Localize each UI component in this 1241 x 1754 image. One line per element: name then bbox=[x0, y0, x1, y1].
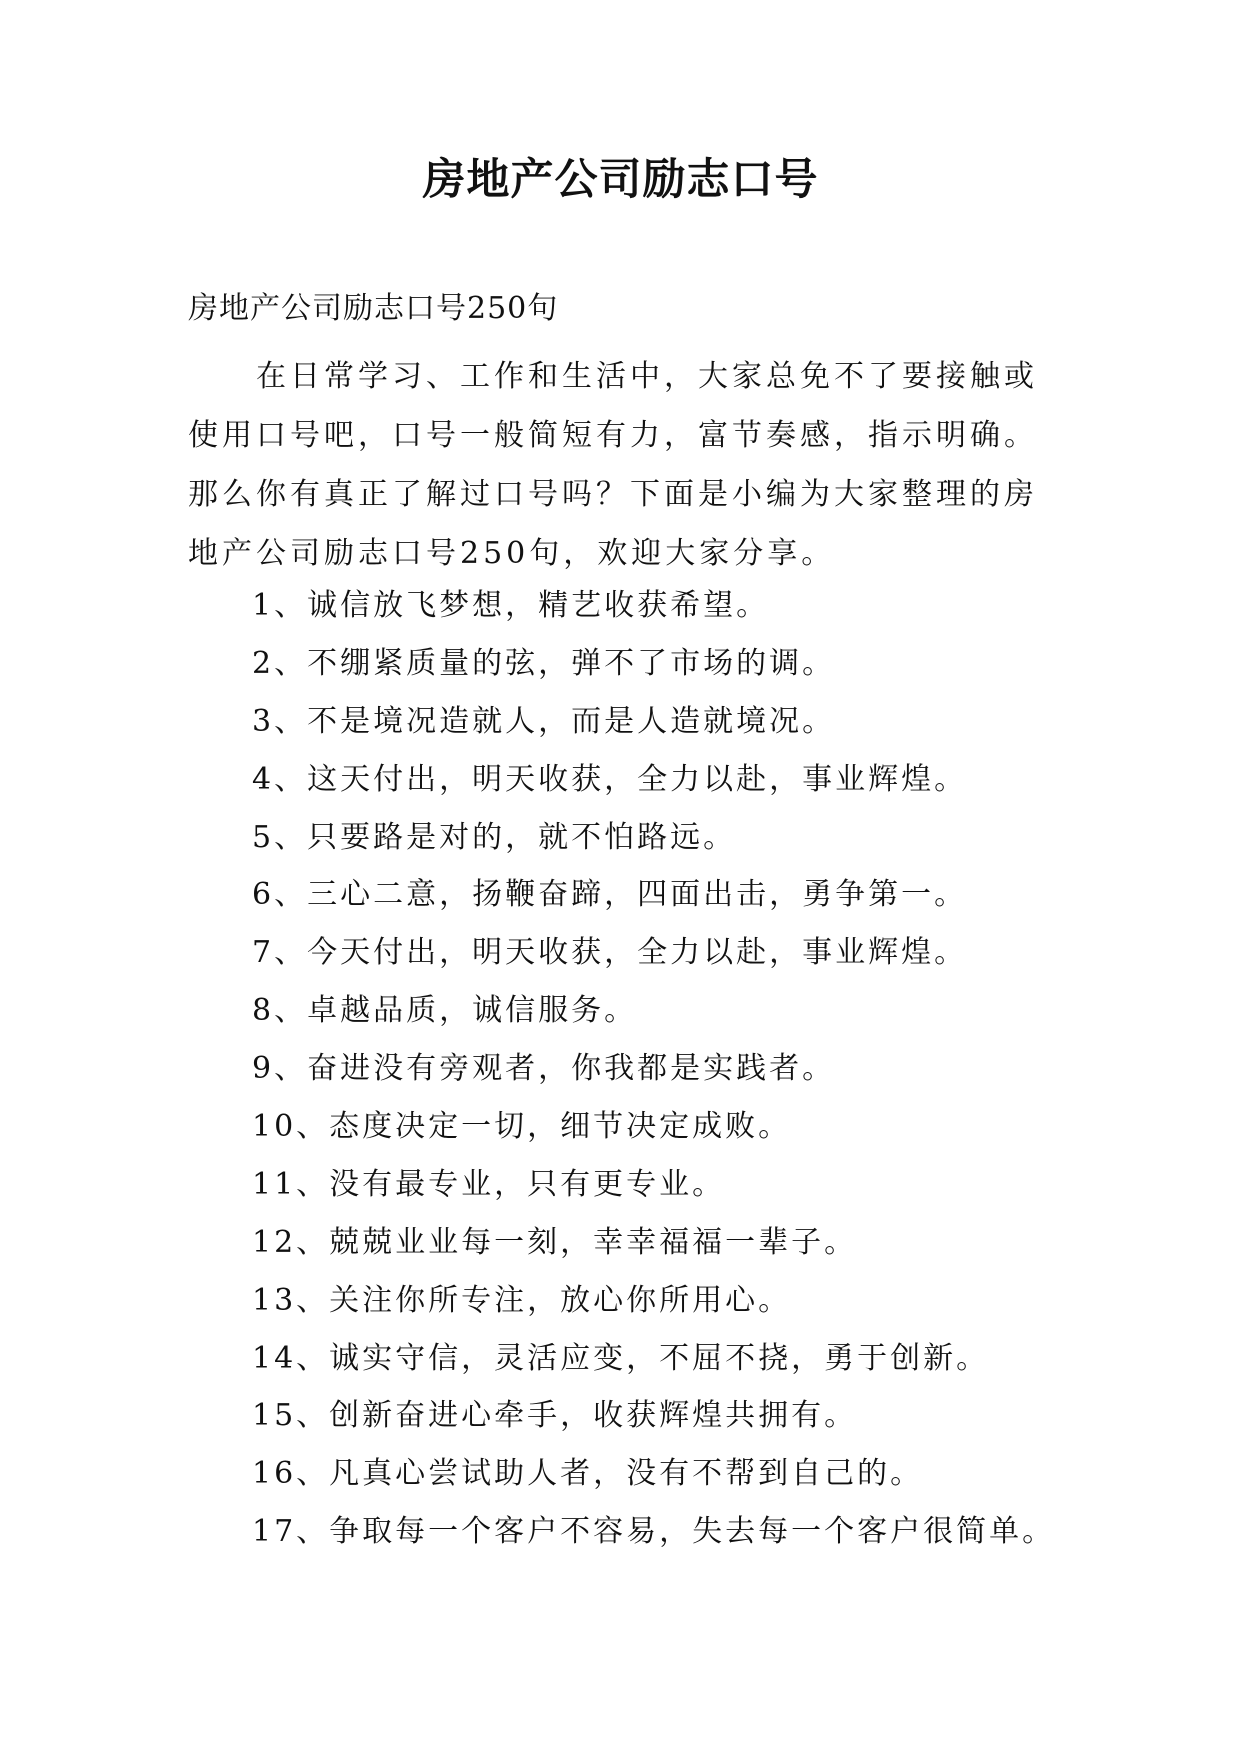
slogan-item: 12、兢兢业业每一刻，幸幸福福一辈子。 bbox=[252, 1224, 858, 1260]
slogan-item: 15、创新奋进心牵手，收获辉煌共拥有。 bbox=[252, 1398, 858, 1434]
slogan-item: 5、只要路是对的，就不怕路远。 bbox=[252, 819, 737, 855]
slogan-item: 7、今天付出，明天收获，全力以赴，事业辉煌。 bbox=[252, 935, 968, 971]
slogan-item: 6、三心二意，扬鞭奋蹄，四面出击，勇争第一。 bbox=[252, 877, 968, 913]
slogan-item: 11、没有最专业，只有更专业。 bbox=[252, 1166, 726, 1202]
slogan-item: 4、这天付出，明天收获，全力以赴，事业辉煌。 bbox=[252, 761, 968, 797]
slogan-item: 2、不绷紧质量的弦，弹不了市场的调。 bbox=[252, 645, 836, 681]
slogan-item: 1、诚信放飞梦想，精艺收获希望。 bbox=[252, 588, 770, 623]
slogan-item: 16、凡真心尝试助人者，没有不帮到自己的。 bbox=[252, 1456, 924, 1492]
slogan-item: 3、不是境况造就人，而是人造就境况。 bbox=[252, 703, 836, 739]
slogan-item: 8、卓越品质，诚信服务。 bbox=[252, 993, 638, 1029]
document-title: 房地产公司励志口号 bbox=[422, 155, 819, 205]
slogan-list bbox=[252, 577, 1132, 1561]
document-subtitle: 房地产公司励志口号250句 bbox=[188, 291, 559, 326]
slogan-item: 17、争取每一个客户不容易，失去每一个客户很简单。 bbox=[252, 1514, 1056, 1550]
intro-paragraph: 在日常学习、工作和生活中，大家总免不了要接触或使用口号吧，口号一般简短有力，富节奏感，指示明确。那么你有真正了解过口号吗？下面是小编为大家整理的房地产公司励志口号250句，欢迎大家分享。 bbox=[188, 359, 1038, 571]
slogan-item: 10、态度决定一切，细节决定成败。 bbox=[252, 1109, 792, 1145]
slogan-item: 13、关注你所专注，放心你所用心。 bbox=[252, 1282, 792, 1318]
slogan-item: 9、奋进没有旁观者，你我都是实践者。 bbox=[252, 1051, 836, 1087]
slogan-item: 14、诚实守信，灵活应变，不屈不挠，勇于创新。 bbox=[252, 1340, 990, 1376]
